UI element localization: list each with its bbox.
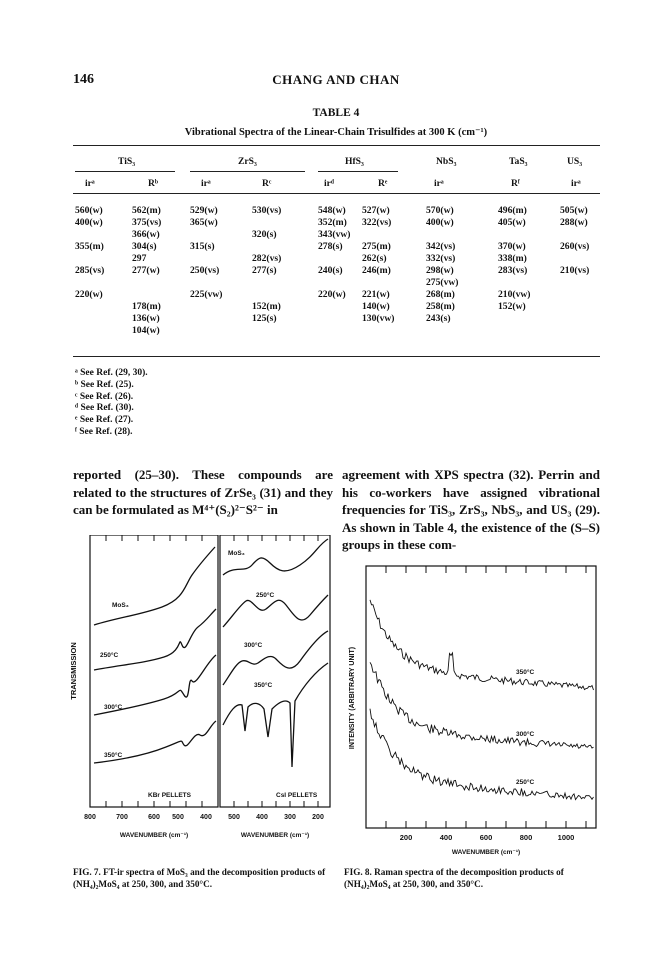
fig8-label-350: 350°C [516,669,535,676]
compound-underline-zrs3 [190,171,305,172]
fig7-right-tick: 500 [228,814,240,821]
fig7-right-tick: 300 [284,814,296,821]
table-cell: 225(vw) [190,289,223,300]
fig8-xlabel: WAVENUMBER (cm⁻¹) [451,849,521,856]
table-caption: Vibrational Spectra of the Linear-Chain Trisulfides at 300 K (cm⁻¹) [184,127,488,138]
method-header: irᵃ [201,178,211,189]
fig7-left-tick: 800 [84,814,96,821]
table-cell: 400(w) [426,217,454,228]
table-footnote: ᵇ See Ref. (25). [75,379,134,390]
table-cell: 496(m) [498,205,527,216]
fig8-tick: 400 [439,833,453,842]
table-cell: 240(s) [318,265,343,276]
table-cell: 562(m) [132,205,161,216]
table-cell: 220(w) [75,289,103,300]
table-cell: 275(m) [362,241,391,252]
compound-underline-hfs3 [318,171,398,172]
fig7-left-frame [90,535,218,807]
fig7-right-label-300: 300°C [244,642,263,649]
method-header: Rᵉ [378,178,388,189]
table-cell: 258(m) [426,301,455,312]
fig7-left-label-250: 250°C [100,652,119,659]
table-footnote: ᶠ See Ref. (28). [75,427,133,437]
table-cell: 283(vs) [498,265,528,276]
table-cell: 527(w) [362,205,390,216]
table-cell: 365(w) [190,217,218,228]
fig8-tick: 1000 [557,833,575,842]
table-cell: 130(vw) [362,313,395,324]
table-cell: 243(s) [426,313,451,324]
header-bottom-rule [73,193,600,194]
fig8-label-250: 250°C [516,779,535,786]
compound-header: US₃ [567,156,583,167]
table-cell: 343(vw) [318,229,351,240]
table-cell: 342(vs) [426,241,456,252]
table-cell: 405(w) [498,217,526,228]
table-cell: 221(w) [362,289,390,300]
table-cell: 285(vs) [75,265,105,276]
fig7-left-label-300: 300°C [104,704,123,711]
table-cell: 282(vs) [252,253,282,264]
table-top-rule [73,145,600,146]
table-cell: 529(w) [190,205,218,216]
table-cell: 125(s) [252,313,277,324]
fig7-left-curve-mos3 [94,547,215,625]
table-cell: 304(s) [132,241,157,252]
fig8-label-300: 300°C [516,731,535,738]
table-cell: 332(vs) [426,253,456,264]
compound-header: HfS₃ [345,156,364,167]
table-cell: 320(s) [252,229,277,240]
fig7-right-label-mos3: MoS₃ [228,550,245,557]
method-header: Rᶜ [262,178,272,189]
table-cell: 560(w) [75,205,103,216]
table-cell: 220(w) [318,289,346,300]
fig7-left-curve-250 [94,609,216,670]
running-title: CHANG AND CHAN [272,72,400,87]
fig7-left-xlabel: WAVENUMBER (cm⁻¹) [119,832,189,839]
table-cell: 278(s) [318,241,343,252]
table-cell: 352(m) [318,217,347,228]
fig8-tick: 600 [479,833,493,842]
table-cell: 104(w) [132,325,160,336]
fig8-frame [366,566,596,828]
table-cell: 136(w) [132,313,160,324]
table-cell: 315(s) [190,241,215,252]
compound-header: TaS₃ [509,156,528,167]
table-cell: 298(w) [426,265,454,276]
table-cell: 570(w) [426,205,454,216]
method-header: Rᶠ [511,178,520,189]
method-header: irᵃ [571,178,581,189]
table-cell: 338(m) [498,253,527,264]
table-cell: 505(w) [560,205,588,216]
body-text-right: agreement with XPS spectra (32). Perrin and his co-workers have assigned vibrational frequencies for TiS₃, ZrS₃, NbS₃, and US₃ (29). As shown in Table 4, the existence of the (S–S) groups in these com- [342,467,600,552]
table-cell: 275(vw) [426,277,459,288]
page-number: 146 [73,72,94,87]
compound-header: ZrS₃ [238,156,257,167]
fig7-right-curve-350 [223,663,328,767]
fig7-right-curve-250 [223,595,328,627]
fig8-tick: 800 [519,833,533,842]
table-cell: 268(m) [426,289,455,300]
table-cell: 375(vs) [132,217,162,228]
fig7-left-note: KBr PELLETS [148,792,191,799]
fig8-curve-300 [370,662,594,748]
fig7-right-xlabel: WAVENUMBER (cm⁻¹) [240,832,310,839]
body-text-left: reported (25–30). These compounds are related to the structures of ZrSe₃ (31) and they can be formulated as M⁴⁺(S₂)²⁻S²⁻ in [73,467,333,517]
table-cell: 370(w) [498,241,526,252]
fig7-left-tick: 700 [116,814,128,821]
table-footnote: ᶜ See Ref. (26). [75,391,134,402]
table-cell: 152(m) [252,301,281,312]
table-cell: 210(vs) [560,265,590,276]
table-footnote: ᵃ See Ref. (29, 30). [75,368,148,378]
compound-underline-tis3 [75,171,175,172]
fig7-right-tick: 400 [256,814,268,821]
fig8-ylabel: INTENSITY (ARBITRARY UNIT) [349,646,356,750]
table-bottom-rule [73,356,600,357]
table-cell: 140(w) [362,301,390,312]
table-cell: 530(vs) [252,205,282,216]
fig7-right-label-250: 250°C [256,592,275,599]
fig7-ylabel: TRANSMISSION [69,642,78,700]
table-cell: 262(s) [362,253,387,264]
fig8-curve-250 [370,709,594,800]
method-header: irᵈ [324,178,335,189]
fig7-right-frame [220,535,330,807]
fig7-left-tick: 600 [148,814,160,821]
fig7-right-note: CsI PELLETS [276,792,318,799]
table-cell: 548(w) [318,205,346,216]
table-cell: 152(w) [498,301,526,312]
table-cell: 322(vs) [362,217,392,228]
fig7-right-tick: 200 [312,814,324,821]
table-cell: 297 [132,253,147,264]
fig7-left-label-mos3: MoS₃ [112,602,129,609]
compound-header: NbS₃ [436,156,457,167]
table-cell: 277(w) [132,265,160,276]
table-footnote: ᵈ See Ref. (30). [75,403,134,414]
fig7-left-tick: 400 [200,814,212,821]
fig7-right-curve-mos3 [223,539,328,575]
table-cell: 260(vs) [560,241,590,252]
table-cell: 250(vs) [190,265,220,276]
fig7-left-label-350: 350°C [104,752,123,759]
table-cell: 288(w) [560,217,588,228]
fig7-caption: FIG. 7. FT-ir spectra of MoS₃ and the decomposition products of (NH₄)₂MoS₄ at 250, 300, and 350°C. [73,867,326,889]
fig8-chart [340,558,602,860]
compound-header: TiS₃ [118,156,136,167]
method-header: irᵃ [85,178,95,189]
table-cell: 246(m) [362,265,391,276]
method-header: Rᵇ [148,178,159,189]
table-cell: 366(w) [132,229,160,240]
table-cell: 355(m) [75,241,104,252]
fig8-curve-350 [370,600,594,690]
table-cell: 400(w) [75,217,103,228]
table-cell: 178(m) [132,301,161,312]
table-cell: 277(s) [252,265,277,276]
table-cell: 210(vw) [498,289,531,300]
fig8-caption: FIG. 8. Raman spectra of the decomposition products of (NH₄)₂MoS₄ at 250, 300, and 350°C. [344,867,564,889]
fig7-left-tick: 500 [172,814,184,821]
method-header: irᵃ [434,178,444,189]
fig7-chart [60,535,335,860]
fig8-tick: 200 [399,833,413,842]
fig7-right-label-350: 350°C [254,682,273,689]
table-label: TABLE 4 [312,107,360,119]
table-footnote: ᵉ See Ref. (27). [75,415,134,426]
